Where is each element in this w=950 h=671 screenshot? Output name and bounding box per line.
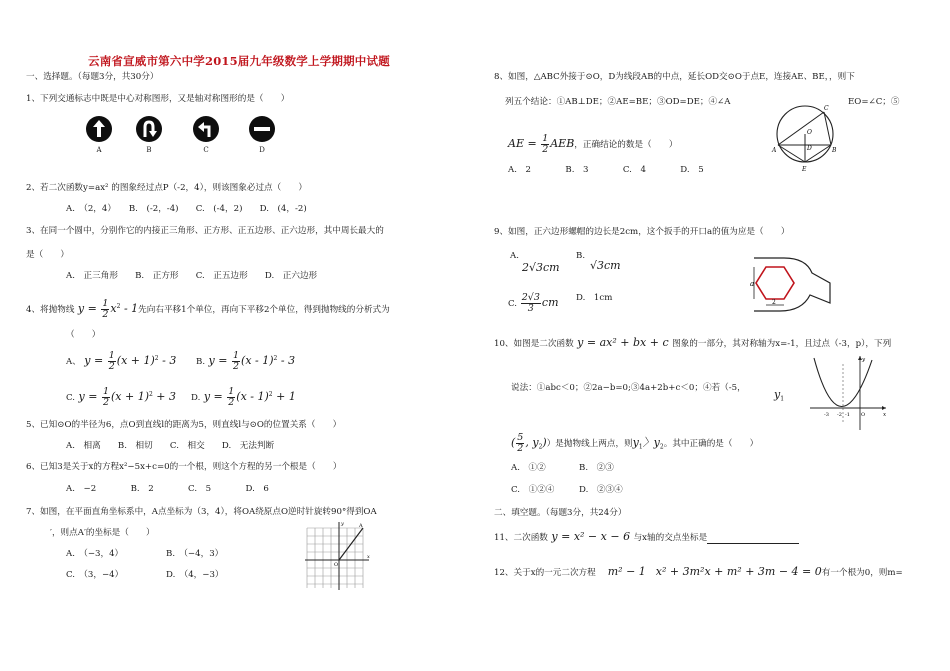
q9-option-b: B. (576, 251, 586, 261)
question-7-cont: ′，则点A′的坐标是（ ） (50, 528, 155, 538)
svg-text:-2: -2 (837, 412, 842, 418)
question-1: 1、下列交通标志中既是中心对称图形，又是轴对称图形的是（ ） (26, 94, 290, 104)
q10-y1: $y_1$ (774, 388, 785, 403)
question-4: 4、将抛物线 y = $\frac{1}{2}$ $x^2 - 1$先向右平移1个单位，再向下平移2个单位，得到抛物线的分析式为 (26, 298, 390, 320)
question-10: 10、如图是二次函数 y = ax² + bx + c 图象的一部分，其对称轴为x=-1，且过点（-3，p），下列 (494, 336, 892, 349)
svg-text:x: x (367, 554, 370, 560)
question-10-cont: 说法：①abc＜0；②2a−b=0;③4a+2b+c＜0；④若（-5， (511, 383, 746, 393)
question-3: 3、在同一个圆中，分别作它的内接正三角形、正方形、正五边形、正六边形，其中周长最大的 (26, 226, 384, 236)
svg-text:E: E (802, 166, 807, 173)
question-8-options: A. 2 B. 3 C. 4 D. 5 (508, 165, 704, 175)
q7-option-c: C. （3，−4） (66, 570, 124, 580)
svg-text:-1: -1 (845, 412, 850, 418)
sign-label-b: B (146, 146, 152, 154)
question-4-paren: （ ） (66, 330, 101, 340)
q9-wrench-figure (744, 253, 834, 313)
q4-option-a: A、 y = $\frac{1}{2}$ $(x + 1)^2 - 3$ (66, 350, 177, 372)
q9-option-a: A. (510, 251, 519, 261)
svg-text:y: y (341, 521, 344, 527)
no-entry-sign-icon (249, 116, 275, 142)
svg-text:a: a (750, 280, 755, 288)
question-8-statement-5: AE = $\frac{1}{2}$ AEB，正确结论的数是（ ） (508, 133, 678, 155)
q4-option-b: B. y = $\frac{1}{2}$ (x - 1)$^2$ - 3 (196, 350, 296, 372)
question-9: 9、如图，正六边形螺帽的边长是2cm，这个扳手的开口a的值为应是（ ） (494, 227, 790, 237)
svg-text:O: O (807, 129, 812, 136)
svg-text:O: O (861, 412, 866, 418)
q7-coordinate-grid-figure (303, 520, 375, 592)
question-7: 7、如图，在平面直角坐标系中，A点坐标为（3，4），将OA绕原点O逆时针旋转90°得到OA (26, 507, 377, 517)
question-11: 11、二次函数 y = x² − x − 6 与x轴的交点坐标是 (494, 531, 799, 544)
question-3-options: A. 正三角形 B. 正方形 C. 正五边形 D. 正六边形 (66, 271, 318, 281)
question-8-cont-b: EO=∠C；⑤ (848, 97, 900, 107)
page-title: 云南省宣威市第六中学2015届九年级数学上学期期中试题 (88, 54, 390, 68)
question-8: 8、如图，△ABC外接于⊙O，D为线段AB的中点，延长OD交⊙O于点E，连接AE、BE，，则下 (494, 72, 855, 82)
sign-label-a: A (96, 146, 102, 154)
svg-text:A: A (359, 523, 363, 529)
u-turn-sign-icon (136, 116, 162, 142)
question-5-options: A. 相离 B. 相切 C. 相交 D. 无法判断 (66, 441, 275, 451)
question-12: 12、关于x的一元二次方程 m² − 1 x² + 3m²x + m² + 3m − 4 = 0有一个根为0，则m= (494, 565, 903, 578)
question-6-options: A. −2 B. 2 C. 5 D. 6 (66, 484, 269, 494)
q4-option-c: C. y = $\frac{1}{2}$ $(x + 1)^2 + 3$ (66, 386, 177, 408)
q9-option-b-value: √3cm (590, 259, 621, 272)
q10-parabola-figure (810, 354, 890, 432)
q7-option-a: A. （−3，4） (66, 549, 124, 559)
question-3-cont: 是（ ） (26, 250, 69, 260)
q9-option-d: D. 1cm (576, 293, 613, 303)
q9-option-a-value: 2√3cm (522, 261, 560, 274)
svg-text:O: O (334, 562, 339, 568)
q10-option-c: C. ①②④ (511, 485, 555, 495)
svg-text:C: C (824, 105, 829, 112)
q4-option-d: D. y = $\frac{1}{2}$ (x - 1)$^2$ + 1 (191, 386, 296, 408)
q8-circle-figure (772, 104, 838, 174)
q7-option-d: D. （4，−3） (166, 570, 224, 580)
svg-text:x: x (883, 412, 887, 418)
section-choice-heading: 一、选择题。（每题3分，共30分） (26, 72, 159, 82)
section-fill-heading: 二、填空题。（每题3分，共24分） (494, 508, 627, 518)
q10-option-d: D. ②③④ (579, 485, 623, 495)
question-2: 2、若二次函数y=ax² 的图象经过点P（-2，4），则该图象必过点（ ） (26, 183, 308, 193)
left-turn-sign-icon (193, 116, 219, 142)
question-2-options: A. （2，4） B. (-2，-4) C. (-4，2) D. (4，-2) (66, 204, 307, 214)
svg-text:D: D (807, 145, 812, 152)
q10-option-a: A. ①② (511, 463, 546, 473)
sign-label-d: D (259, 146, 265, 154)
svg-text:A: A (772, 147, 777, 154)
q11-answer-blank[interactable] (707, 534, 799, 544)
question-5: 5、已知⊙O的半径为6，点O到直线l的距离为5，则直线l与⊙O的位置关系（ ） (26, 420, 342, 430)
question-6: 6、已知3是关于x的方程x²−5x+c=0的一个根，则这个方程的另一个根是（ ） (26, 462, 342, 472)
q9-option-c: C. $\frac{2√3}{3}$ cm (508, 292, 559, 314)
q10-option-b: B. ②③ (579, 463, 614, 473)
sign-label-c: C (203, 146, 209, 154)
question-8-cont-a: 列五个结论：①AB⊥DE；②AE=BE；③OD=DE；④∠A (505, 97, 731, 107)
svg-text:2: 2 (772, 299, 776, 306)
svg-text:y: y (862, 357, 866, 363)
question-10-cont-2: ( $\frac{5}{2}$ , $y_2$)）是抛物线上两点，则$y_1$〉$y_2$。其中正确的是（ ） (511, 432, 759, 454)
straight-arrow-sign-icon (86, 116, 112, 142)
q7-option-b: B. （−4，3） (166, 549, 224, 559)
svg-text:-3: -3 (824, 412, 829, 418)
svg-text:B: B (832, 147, 837, 154)
